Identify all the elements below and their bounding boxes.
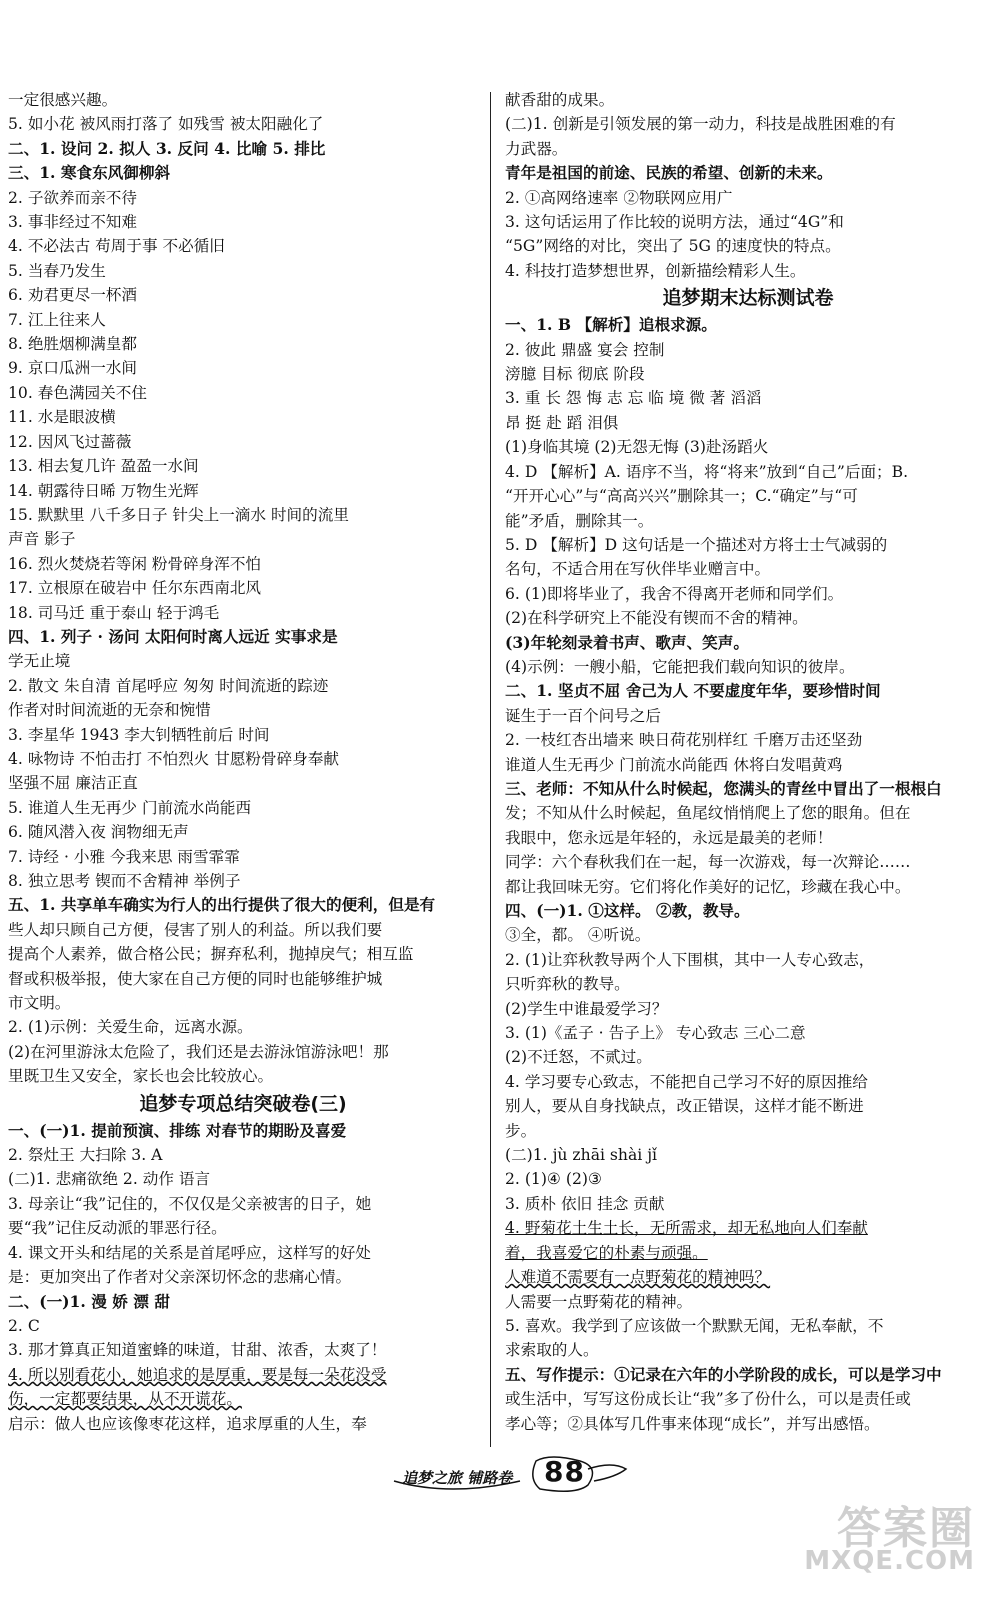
left-column (8, 88, 478, 1436)
answer-line: 5. D 【解析】D 这句话是一个描述对方将士士气减弱的 (505, 535, 888, 554)
answer-line: 3. 事非经过不知难 (8, 213, 137, 232)
answer-line: 6. (1)即将毕业了，我舍不得离开老师和同学们。 (505, 584, 844, 603)
answer-line: 2. 祭灶王 大扫除 3. A (8, 1146, 163, 1165)
answer-line: 人难道不需要有一点野菊花的精神吗？ (505, 1268, 771, 1287)
answer-line: 五、写作提示：①记录在六年的小学阶段的成长，可以是学习中 (505, 1364, 942, 1384)
answer-line: 名句，不适合用在写伙伴毕业赠言中。 (505, 560, 771, 579)
answer-line: 6. 劝君更尽一杯酒 (8, 286, 137, 305)
answer-line: 求索取的人。 (505, 1341, 599, 1360)
answer-line: 声音 影子 (8, 530, 76, 549)
answer-line: 一定很感兴趣。 (8, 91, 118, 109)
answer-line: 伤，一定都要结果，从不开谎花。 (8, 1390, 242, 1409)
answer-line: “5G”网络的对比，突出了 5G 的速度快的特点。 (505, 237, 841, 256)
answer-line: (2)在河里游泳太危险了，我们还是去游泳馆游泳吧！那 (8, 1042, 389, 1061)
answer-line: 二、(一)1. 漫 娇 漂 甜 (8, 1291, 170, 1311)
answer-line: (2)在科学研究上不能没有锲而不舍的精神。 (505, 609, 808, 628)
answer-line: (二)1. 创新是引领发展的第一动力，科技是战胜困难的有 (505, 115, 896, 134)
watermark-url: MXQE.COM (804, 1546, 975, 1576)
page-number: 88 (544, 1455, 585, 1488)
answer-line: 2. 一枝红杏出墙来 映日荷花别样红 千磨万击还坚劲 (505, 731, 863, 750)
answer-line: 市文明。 (8, 994, 71, 1013)
answer-line: 4. 学习要专心致志，不能把自己学习不好的原因推给 (505, 1072, 868, 1091)
answer-line: 或生活中，写写这份成长让“我”多了份什么，可以是责任或 (505, 1390, 911, 1409)
answer-line: 4. 野菊花土生土长，无所需求，却无私地向人们奉献 (505, 1219, 868, 1238)
answer-line: 二、1. 坚贞不屈 舍己为人 不要虚度年华，要珍惜时间 (505, 681, 881, 701)
answer-line: 要“我”记住反动派的罪恶行径。 (8, 1219, 227, 1238)
answer-line: (二)1. jù zhāi shài jǐ (505, 1146, 658, 1165)
answer-line: 14. 朝露待日晞 万物生光辉 (8, 481, 199, 500)
answer-line: 诞生于一百个问号之后 (505, 706, 661, 725)
answer-line: 4. 不必法古 苟周于事 不必循旧 (8, 237, 225, 256)
answer-line: 2. 子欲养而亲不待 (8, 188, 137, 207)
answer-line: “开开心心”与“高高兴兴”删除其一；C.“确定”与“可 (505, 487, 858, 506)
answer-line: 15. 默默里 八千多日子 针尖上一滴水 时间的流里 (8, 505, 349, 524)
answer-line: 启示：做人也应该像枣花这样，追求厚重的人生，奉 (8, 1414, 367, 1433)
answer-line: 2. (1)让弈秋教导两个人下围棋，其中一人专心致志， (505, 950, 875, 969)
answer-line: 着，我喜爱它的朴素与顽强。 (505, 1243, 708, 1262)
answer-line: (3)年轮刻录着书声、歌声、笑声。 (505, 632, 749, 652)
answer-line: 4. D 【解析】A. 语序不当，将“将来”放到“自己”后面；B. (505, 462, 909, 481)
answer-line: 学无止境 (8, 652, 71, 671)
answer-line: 督或积极举报，使大家在自己方便的同时也能够维护城 (8, 969, 383, 988)
page-footer (390, 1455, 630, 1495)
section-title: 追梦专项总结突破卷(三) (139, 1092, 347, 1115)
answer-line: 3. 质朴 依旧 挂念 贡献 (505, 1194, 665, 1213)
answer-line: 我眼中，您永远是年轻的，永远是最美的老师！ (505, 828, 833, 847)
answer-line: 四、1. 列子 · 汤问 太阳何时离人远近 实事求是 (8, 626, 338, 646)
answer-line: 提高个人素养，做合格公民；摒弃私利，抛掉戾气；相互监 (8, 945, 414, 964)
answer-line: 2. ①高网络速率 ②物联网应用广 (505, 188, 733, 207)
answer-line: 4. 所以别看花小，她追求的是厚重，要是每一朵花没受 (8, 1365, 387, 1384)
answer-line: 18. 司马迁 重于泰山 轻于鸿毛 (8, 603, 220, 622)
answer-line: 11. 水是眼波横 (8, 408, 116, 427)
answer-line: 3. 重 长 怨 悔 志 忘 临 境 微 著 滔滔 (505, 389, 762, 408)
answer-line: 同学：六个春秋我们在一起，每一次游戏，每一次辩论…… (505, 853, 911, 872)
answer-line: 2. 散文 朱自清 首尾呼应 匆匆 时间流逝的踪迹 (8, 676, 329, 695)
answer-line: 二、1. 设问 2. 拟人 3. 反问 4. 比喻 5. 排比 (8, 138, 326, 158)
answer-line: 5. 如小花 被风雨打落了 如残雪 被太阳融化了 (8, 115, 324, 134)
answer-line: 滂臆 目标 彻底 阶段 (505, 365, 645, 384)
right-column (505, 88, 991, 1436)
answer-line: 4. 科技打造梦想世界，创新描绘精彩人生。 (505, 261, 806, 280)
answer-line: 16. 烈火焚烧若等闲 粉骨碎身浑不怕 (8, 554, 262, 573)
answer-line: 17. 立根原在破岩中 任尔东西南北风 (8, 579, 262, 598)
answer-line: 只听弈秋的教导。 (505, 975, 630, 994)
answer-line: 作者对时间流逝的无奈和惋惜 (8, 701, 211, 720)
answer-line: 2. (1)示例：关爱生命，远离水源。 (8, 1018, 253, 1037)
answer-line: (2)学生中谁最爱学习？ (505, 999, 668, 1018)
answer-line: 一、1. B 【解析】追根求源。 (505, 315, 717, 335)
answer-line: 4. 课文开头和结尾的关系是首尾呼应，这样写的好处 (8, 1243, 371, 1262)
answer-line: ③全，都。 ④听说。 (505, 926, 651, 945)
answer-line: 8. 绝胜烟柳满皇都 (8, 335, 137, 354)
answer-line: 13. 相去复几许 盈盈一水间 (8, 457, 199, 476)
answer-line: 昂 挺 赴 蹈 泪俱 (505, 413, 619, 432)
answer-line: 谁道人生无再少 门前流水尚能西 休将白发唱黄鸡 (505, 755, 843, 774)
answer-line: 2. (1)④ (2)③ (505, 1170, 602, 1189)
answer-line: 五、1. 共享单车确实为行人的出行提供了很大的便利，但是有 (8, 895, 436, 915)
answer-line: 步。 (505, 1121, 537, 1140)
watermark-logo: 答案圈 (837, 1503, 975, 1554)
answer-line: 3. (1)《孟子 · 告子上》 专心致志 三心二意 (505, 1024, 806, 1043)
answer-line: 别人，要从自身找缺点，改正错误，这样才能不断进 (505, 1097, 864, 1116)
answer-line: 9. 京口瓜洲一水间 (8, 359, 137, 378)
answer-line: 坚强不屈 廉洁正直 (8, 774, 138, 793)
answer-line: 孝心等；②具体写几件事来体现“成长”，并写出感悟。 (505, 1414, 880, 1433)
section-title: 追梦期末达标测试卷 (662, 287, 834, 310)
answer-line: 能”矛盾，删除其一。 (505, 511, 654, 530)
answer-line: 3. 这句话运用了作比较的说明方法，通过“4G”和 (505, 213, 844, 232)
answer-line: 3. 母亲让“我”记住的，不仅仅是父亲被害的日子，她 (8, 1194, 372, 1213)
answer-line: 发；不知从什么时候起，鱼尾纹悄悄爬上了您的眼角。但在 (505, 804, 911, 823)
answer-line: (1)身临其境 (2)无怨无悔 (3)赴汤蹈火 (505, 438, 769, 457)
answer-line: (2)不迁怒，不贰过。 (505, 1048, 652, 1067)
answer-line: 是：更加突出了作者对父亲深切怀念的悲痛心情。 (8, 1268, 352, 1287)
answer-line: 5. 当春乃发生 (8, 261, 106, 280)
answer-line: 三、1. 寒食东风御柳斜 (8, 163, 171, 183)
answer-line: (4)示例：一艘小船，它能把我们载向知识的彼岸。 (505, 657, 855, 676)
answer-line: 5. 喜欢。我学到了应该做一个默默无闻，无私奉献，不 (505, 1316, 884, 1335)
answer-line: 都让我回味无穷。它们将化作美好的记忆，珍藏在我心中。 (505, 877, 911, 896)
answer-line: 力武器。 (505, 139, 568, 158)
column-divider (490, 92, 491, 1447)
answer-line: 4. 咏物诗 不怕击打 不怕烈火 甘愿粉骨碎身奉献 (8, 749, 339, 768)
answer-line: 三、老师：不知从什么时候起，您满头的青丝中冒出了一根根白 (505, 778, 942, 798)
answer-line: 7. 诗经 · 小雅 今我来思 雨雪霏霏 (8, 847, 240, 866)
answer-line: 四、(一)1. ①这样。 ②教，教导。 (505, 901, 750, 920)
answer-line: 青年是祖国的前途、民族的希望、创新的未来。 (505, 163, 833, 183)
answer-line: 6. 随风潜入夜 润物细无声 (8, 823, 189, 842)
answer-line: (二)1. 悲痛欲绝 2. 动作 语言 (8, 1170, 211, 1189)
answer-line: 人需要一点野菊花的精神。 (505, 1292, 693, 1311)
answer-line: 些人却只顾自己方便，侵害了别人的利益。所以我们要 (8, 920, 383, 939)
answer-line: 献香甜的成果。 (505, 91, 615, 109)
answer-line: 5. 谁道人生无再少 门前流水尚能西 (8, 798, 252, 817)
answer-line: 10. 春色满园关不住 (8, 383, 147, 402)
footer-brand: 追梦之旅 铺路卷 (402, 1469, 513, 1487)
watermark (804, 1490, 985, 1590)
answer-line: 2. 彼此 鼎盛 宴会 控制 (505, 340, 665, 359)
answer-line: 3. 那才算真正知道蜜蜂的味道，甘甜、浓香，太爽了！ (8, 1341, 387, 1360)
answer-line: 12. 因风飞过蔷薇 (8, 432, 132, 451)
answer-line: 里既卫生又安全，家长也会比较放心。 (8, 1067, 274, 1086)
answer-line: 3. 李星华 1943 李大钊牺牲前后 时间 (8, 725, 270, 744)
answer-line: 7. 江上往来人 (8, 310, 106, 329)
answer-line: 一、(一)1. 提前预演、排练 对春节的期盼及喜爱 (8, 1120, 347, 1140)
answer-line: 2. C (8, 1316, 40, 1335)
answer-line: 8. 独立思考 锲而不舍精神 举例子 (8, 872, 241, 890)
